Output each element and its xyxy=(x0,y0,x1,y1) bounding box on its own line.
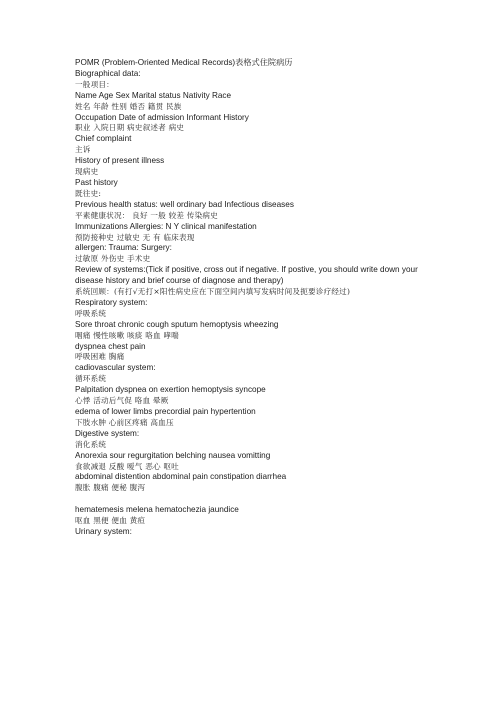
symptom-list: Palpitation dyspnea on exertion hemoptysis syncope xyxy=(75,385,266,395)
system-heading: cadiovascular system: xyxy=(75,363,156,373)
instruction-text: disease history and brief course of diagnose and therapy) xyxy=(75,276,284,286)
symptom-list: edema of lower limbs precordial pain hypertention xyxy=(75,407,256,416)
symptom-list: dyspnea chest pain xyxy=(75,341,146,351)
field-labels-cn: 姓名 年龄 性别 婚否 籍贯 民族 xyxy=(75,101,182,111)
field-labels: Previous health status: well ordinary bad Infectious diseases xyxy=(75,199,294,209)
document-title: POMR (Problem-Oriented Medical Records)表格式住院病历 xyxy=(75,58,293,67)
symptom-list-cn: 腹胀 腹痛 便秘 腹泻 xyxy=(75,483,146,493)
section-heading: History of present illness xyxy=(75,156,165,166)
field-labels-cn: 过敏原 外伤史 手术史 xyxy=(75,254,151,264)
symptom-list-cn: 呕血 黑便 便血 黄疸 xyxy=(75,516,146,526)
field-labels: Occupation Date of admission Informant History xyxy=(75,112,249,122)
symptom-list-cn: 食欲减退 反酸 嗳气 恶心 呕吐 xyxy=(75,461,179,471)
field-labels: allergen: Trauma: Surgery: xyxy=(75,243,172,253)
system-heading: Respiratory system: xyxy=(75,297,148,307)
blank-line xyxy=(75,494,485,505)
field-labels: Name Age Sex Marital status Nativity Race xyxy=(75,90,232,100)
section-heading: Chief complaint xyxy=(75,134,132,144)
field-labels-cn: 职业 入院日期 病史叙述者 病史 xyxy=(75,123,185,133)
symptom-list: Sore throat chronic cough sputum hemoptysis wheezing xyxy=(75,319,279,329)
section-heading: Biographical data: xyxy=(75,68,141,78)
system-heading-cn: 呼吸系统 xyxy=(75,308,107,318)
symptom-list-cn: 心悸 活动后气促 咯血 晕厥 xyxy=(75,396,169,406)
field-labels: Immunizations Allergies: N Y clinical manifestation xyxy=(75,221,257,231)
field-labels-cn: 平素健康状况： 良好 一般 较差 传染病史 xyxy=(75,210,218,220)
section-heading: Past history xyxy=(75,177,118,187)
instruction-text: Review of systems:(Tick if positive, cross out if negative. If postive, you should write down your xyxy=(75,265,418,275)
symptom-list: Anorexia sour regurgitation belching nausea vomitting xyxy=(75,450,271,460)
symptom-list-cn: 下肢水肿 心前区疼痛 高血压 xyxy=(75,417,174,427)
symptom-list-cn: 咽痛 慢性咳嗽 咳痰 咯血 哮喘 xyxy=(75,330,179,340)
symptom-list: hematemesis melena hematochezia jaundice xyxy=(75,505,239,515)
section-heading-cn: 主诉 xyxy=(75,145,91,155)
section-heading-cn: 现病史 xyxy=(75,167,99,177)
system-heading: Digestive system: xyxy=(75,428,140,438)
field-labels-cn: 预防接种史 过敏史 无 有 临床表现 xyxy=(75,232,195,242)
symptom-list-cn: 呼吸困难 胸痛 xyxy=(75,352,125,362)
symptom-list: abdominal distention abdominal pain constipation diarrhea xyxy=(75,472,287,482)
system-heading-cn: 消化系统 xyxy=(75,439,107,449)
system-heading: Urinary system: xyxy=(75,527,132,537)
instruction-text-cn: 系统回顾：(有打√无打×阳性病史应在下面空间内填写发病时间及扼要诊疗经过) xyxy=(75,287,351,297)
system-heading-cn: 循环系统 xyxy=(75,374,107,384)
section-heading-cn: 既往史: xyxy=(75,188,102,198)
section-heading-cn: 一般项目： xyxy=(75,79,114,89)
document-content xyxy=(75,58,485,538)
